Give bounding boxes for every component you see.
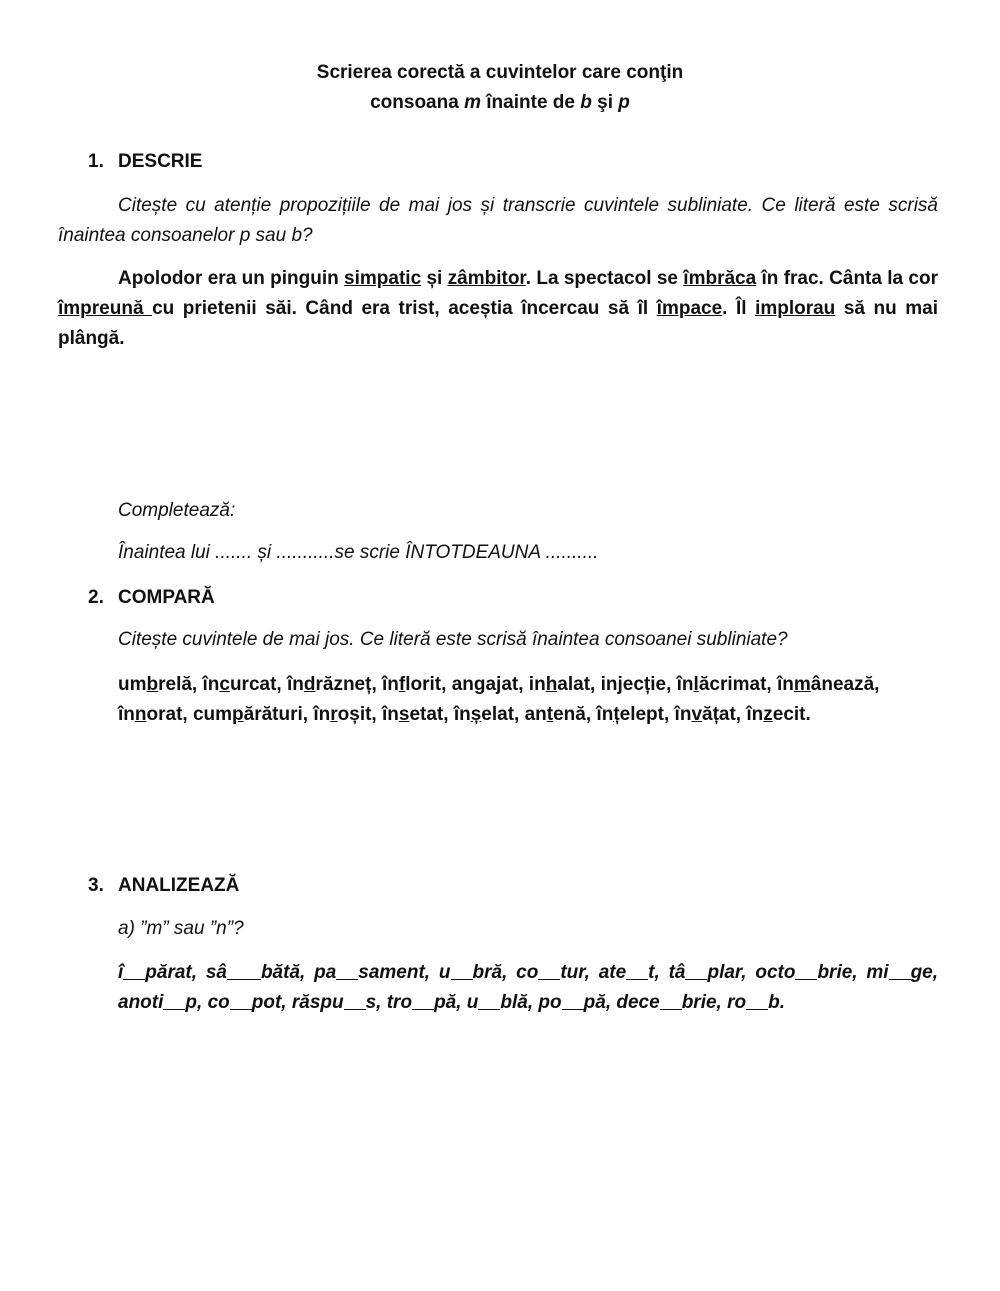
- section-3-word-list: [118, 958, 938, 1018]
- blank-line[interactable]: [163, 990, 185, 1010]
- blank-line[interactable]: [626, 960, 648, 980]
- word-item: angajat,: [451, 674, 529, 695]
- underlined-word: împreună: [58, 298, 153, 319]
- section-1-heading: 1. DESCRIE: [88, 151, 203, 172]
- word-item: inhalat,: [528, 674, 601, 695]
- underlined-consonant: z: [763, 704, 773, 725]
- blank-line[interactable]: [336, 960, 358, 980]
- word-item: înflorit,: [382, 674, 452, 695]
- fill-in-word: pa sament,: [314, 962, 439, 983]
- word-item: înmânează,: [776, 674, 880, 695]
- word-item: înlăcrimat,: [676, 674, 777, 695]
- underlined-consonant: f: [398, 674, 406, 695]
- blank-line[interactable]: [660, 990, 682, 1010]
- underlined-consonant: g: [473, 674, 486, 695]
- fill-in-word: co tur,: [516, 962, 599, 983]
- word-item: cumpărături,: [192, 704, 314, 725]
- text-segment: Apolodor era un pinguin: [118, 268, 345, 289]
- underlined-consonant: v: [691, 704, 703, 725]
- fill-in-word: dece brie,: [616, 992, 728, 1013]
- fill-in-word: co pot,: [207, 992, 292, 1013]
- underlined-consonant: m: [793, 674, 811, 695]
- blank-line[interactable]: [451, 960, 473, 980]
- word-item: însetat,: [381, 704, 454, 725]
- section-1-instruction: Citește cu atenție propozițiile de mai jos și transcrie cuvintele subliniate. Ce literă este scrisă înaintea consoanelor p sau b?: [58, 195, 938, 246]
- word-item: îndrăzneț,: [286, 674, 383, 695]
- fill-in-word: mi ge,: [866, 962, 939, 983]
- section-2-word-list: [118, 670, 938, 730]
- fill-in-word: sâ bătă,: [205, 962, 315, 983]
- underlined-consonant: b: [146, 674, 159, 695]
- underlined-consonant: n: [134, 704, 147, 725]
- section-3-subquestion: a) ”m” sau ”n”?: [118, 918, 244, 939]
- section-2-heading: 2. COMPARĂ: [88, 587, 215, 608]
- underlined-consonant: t: [546, 704, 554, 725]
- text-segment: . La spectacol se: [525, 268, 684, 289]
- word-item: înțelept,: [596, 704, 675, 725]
- blank-line[interactable]: [412, 990, 434, 1010]
- title-line-2: consoana m înainte de b şi p: [370, 92, 630, 113]
- title-line-1: Scrierea corectă a cuvintelor care conţin: [316, 62, 684, 83]
- text-segment: să nu mai plângă.: [58, 298, 938, 349]
- underlined-consonant: ș: [470, 704, 482, 725]
- blank-line[interactable]: [562, 990, 584, 1010]
- fill-in-word: ate t,: [598, 962, 669, 983]
- fill-in-word: octo brie,: [755, 962, 867, 983]
- fill-in-word: anoti p,: [118, 992, 208, 1013]
- underlined-consonant: j: [617, 674, 623, 695]
- blank-line[interactable]: [230, 990, 252, 1010]
- blank-line[interactable]: [685, 960, 707, 980]
- word-item: înroșit,: [313, 704, 382, 725]
- fill-in-word: î părat,: [118, 962, 206, 983]
- underlined-consonant: h: [545, 674, 558, 695]
- blank-line[interactable]: [889, 960, 911, 980]
- word-item: înnorat,: [118, 704, 193, 725]
- blank-line[interactable]: [746, 990, 768, 1010]
- fill-in-word: po pă,: [538, 992, 617, 1013]
- word-item: umbrelă,: [118, 674, 203, 695]
- underlined-consonant: r: [330, 704, 338, 725]
- blank-line[interactable]: [478, 990, 500, 1010]
- underlined-consonant: s: [398, 704, 410, 725]
- blank-line[interactable]: [123, 960, 145, 980]
- fill-in-word: tro pă,: [386, 992, 467, 1013]
- complete-line: Înaintea lui ....... și ...........se scrie ÎNTOTDEAUNA ..........: [118, 542, 599, 563]
- underlined-consonant: d: [303, 674, 316, 695]
- fill-in-word: ro b.: [727, 992, 785, 1013]
- text-segment: . Îl: [722, 298, 756, 319]
- blank-line[interactable]: [344, 990, 366, 1010]
- word-item: încurcat,: [202, 674, 287, 695]
- blank-line[interactable]: [538, 960, 560, 980]
- word-item: învățat,: [674, 704, 747, 725]
- fill-in-word: u bră,: [438, 962, 517, 983]
- complete-label: Completează:: [118, 500, 236, 521]
- underlined-word: simpatic: [344, 268, 422, 289]
- fill-in-word: tâ plar,: [668, 962, 756, 983]
- word-item: injecție,: [600, 674, 677, 695]
- word-item: înzecit.: [746, 704, 811, 725]
- fill-in-word: răspu s,: [291, 992, 387, 1013]
- text-segment: cu prietenii săi. Când era trist, aceștia încercau să îl: [152, 298, 657, 319]
- underlined-consonant: p: [232, 704, 244, 725]
- underlined-consonant: c: [219, 674, 230, 695]
- blank-line[interactable]: [795, 960, 817, 980]
- underlined-consonant: ț: [613, 704, 620, 725]
- word-item: antenă,: [524, 704, 597, 725]
- text-segment: în frac. Cânta la cor: [756, 268, 938, 289]
- underlined-word: îmbrăca: [683, 268, 757, 289]
- section-2-instruction: Citește cuvintele de mai jos. Ce literă este scrisă înaintea consoanei subliniate?: [118, 629, 788, 650]
- text-segment: și: [421, 268, 448, 289]
- blank-line[interactable]: [227, 960, 261, 980]
- underlined-word: implorau: [755, 298, 836, 319]
- underlined-consonant: l: [693, 674, 699, 695]
- underlined-word: zâmbitor: [447, 268, 526, 289]
- underlined-word: împace: [656, 298, 723, 319]
- fill-in-word: u blă,: [466, 992, 539, 1013]
- word-item: înșelat,: [453, 704, 525, 725]
- section-3-heading: 3. ANALIZEAZĂ: [88, 875, 240, 896]
- section-1-text: [58, 264, 938, 354]
